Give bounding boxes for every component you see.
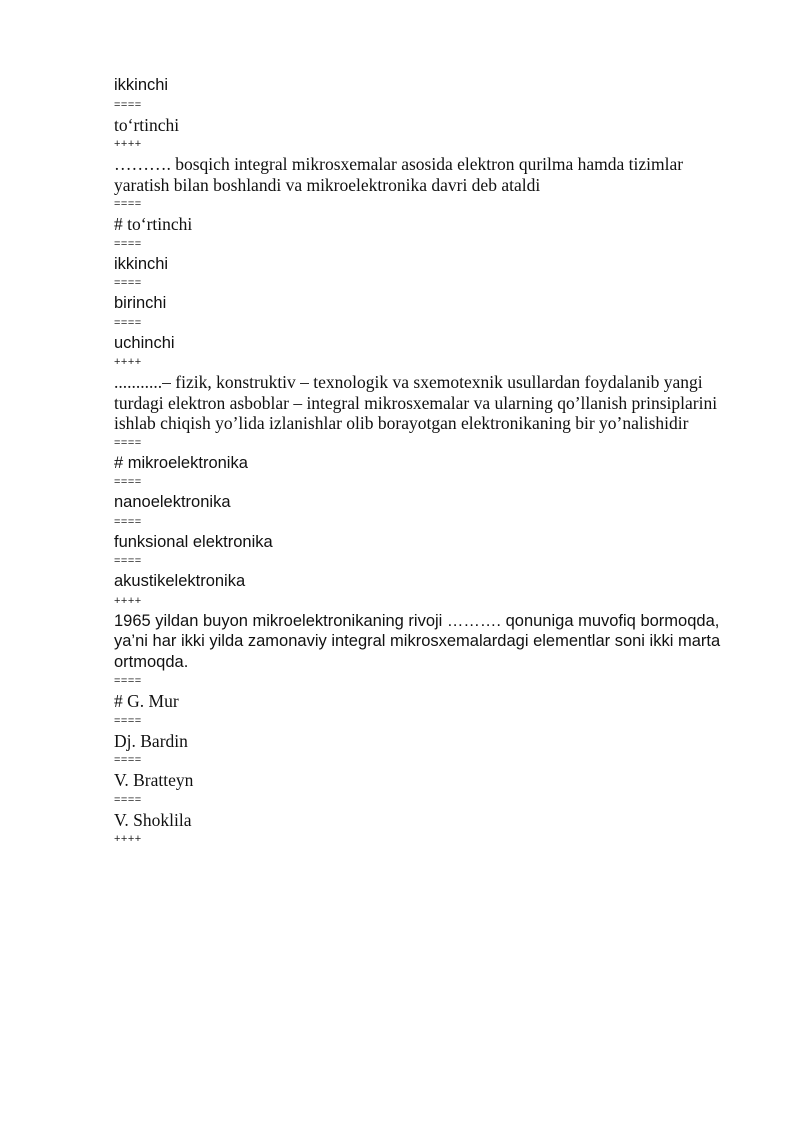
question-separator: ==== bbox=[114, 754, 142, 766]
question-separator: ==== bbox=[114, 476, 142, 488]
question-text-line: akustikelektronika bbox=[114, 572, 246, 590]
question-separator: ++++ bbox=[114, 138, 142, 150]
question-text-line: # mikroelektronika bbox=[114, 453, 248, 472]
question-text-line: funksional elektronika bbox=[114, 532, 273, 551]
question-separator: ==== bbox=[114, 198, 142, 210]
question-separator: ==== bbox=[114, 237, 142, 250]
question-text-line: 1965 yildan buyon mikroelektronikaning rivoji ………. qonuniga muvofiq bormoqda, ya’ni har ikki yilda zamonaviy integral mikrosxemalardagi elementlar soni ikki marta ortmoqda. bbox=[114, 611, 725, 671]
question-text-line: V. Shoklila bbox=[114, 809, 192, 830]
question-text-line: V. Bratteyn bbox=[114, 770, 194, 790]
question-separator: ==== bbox=[114, 98, 142, 111]
question-text-line: ...........– fizik, konstruktiv – texnologik va sxemotexnik usullardan foydalanib yangi turdagi elektron asboblar – integral mikrosxemalar va ularning qo’llanish prinsiplarini ishlab chiqish yo’lida izlanishlar olib borayotgan elektronikaning bir yo’nalishidir bbox=[114, 372, 722, 433]
question-separator: ==== bbox=[114, 436, 142, 449]
question-text-line: ikkinchi bbox=[114, 254, 169, 273]
question-text-line: nanoelektronika bbox=[114, 493, 231, 511]
document-page bbox=[114, 75, 734, 849]
question-separator: ==== bbox=[114, 515, 142, 528]
question-separator: ++++ bbox=[114, 594, 142, 607]
question-text-line: birinchi bbox=[114, 294, 167, 312]
question-separator: ==== bbox=[114, 555, 142, 567]
question-separator: ++++ bbox=[114, 356, 142, 368]
question-separator: ==== bbox=[114, 316, 142, 329]
question-text-line: to‘rtinchi bbox=[114, 114, 180, 135]
question-separator: ==== bbox=[114, 277, 142, 289]
question-text-line: # to‘rtinchi bbox=[114, 214, 193, 234]
question-text-line: uchinchi bbox=[114, 333, 175, 352]
question-separator: ++++ bbox=[114, 833, 142, 845]
question-text-line: Dj. Bardin bbox=[114, 730, 188, 751]
question-text-line: ………. bosqich integral mikrosxemalar asosida elektron qurilma hamda tizimlar yaratish bilan boshlandi va mikroelektronika davri deb ataldi bbox=[114, 154, 688, 195]
question-separator: ==== bbox=[114, 793, 142, 806]
question-separator: ==== bbox=[114, 714, 142, 727]
question-separator: ==== bbox=[114, 675, 142, 687]
question-text-line: # G. Mur bbox=[114, 691, 179, 711]
question-text-line: ikkinchi bbox=[114, 76, 169, 94]
